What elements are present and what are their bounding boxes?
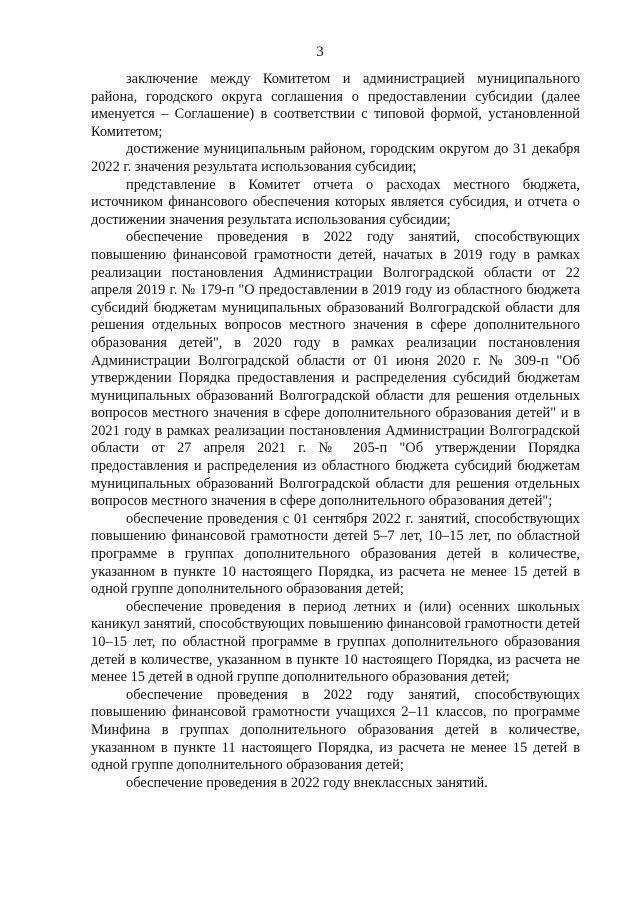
paragraph-september-classes: обеспечение проведения с 01 сентября 2022 г. занятий, способствующих повышению финансовой грамотности детей 5–7 лет, 10–15 лет, по областной программе в группах дополнительного образования детей в количестве, указанном в пункте 10 настоящего Порядка, из расчета не менее 15 детей в одной группе дополнительного образования детей;: [91, 510, 580, 598]
paragraph-minfin-classes: обеспечение проведения в 2022 году занятий, способствующих повышению финансовой грамотности учащихся 2–11 классов, по программе Минфина в группах дополнительного образования детей в количестве, указанном в пункте 11 настоящего Порядка, из расчета не менее 15 детей в одной группе дополнительного образования детей;: [91, 686, 580, 774]
paragraph-result-achievement: достижение муниципальным районом, городским округом до 31 декабря 2022 г. значения результата использования субсидии;: [91, 141, 580, 175]
paragraph-holiday-classes: обеспечение проведения в период летних и (или) осенних школьных каникул занятий, способствующих повышению финансовой грамотности детей 10–15 лет, по областной программе в группах дополнительного образования детей в количестве, указанном в пункте 10 настоящего Порядка, из расчета не менее 15 детей в одной группе дополнительного образования детей;: [91, 598, 580, 686]
page-number: 3: [316, 44, 324, 60]
paragraph-report-submission: представление в Комитет отчета о расходах местного бюджета, источником финансового обеспечения которых является субсидия, и отчета о достижении значения результата использования субсидии;: [91, 176, 580, 228]
paragraph-continued-classes: обеспечение проведения в 2022 году занятий, способствующих повышению финансовой грамотности детей, начатых в 2019 году в рамках реализации постановления Администрации Волгоградской области от 22 апреля 2019 г. № 179-п "О предоставлении в 2019 году из областного бюджета субсидий бюджетам муниципальных образований Волгоградской области для решения отдельных вопросов местного значения в сфере дополнительного образования детей", в 2020 году в рамках реализации постановления Администрации Волгоградской области от 01 июня 2020 г. № 309-п "Об утверждении Порядка предоставления и распределения субсидий бюджетам муниципальных образований Волгоградской области для решения отдельных вопросов местного значения в сфере дополнительного образования детей" и в 2021 году в рамках реализации постановления Администрации Волгоградской области от 27 апреля 2021 г. № 205-п "Об утверждении Порядка предоставления и распределения из областного бюджета субсидий бюджетам муниципальных образований Волгоградской области для решения отдельных вопросов местного значения в сфере дополнительного образования детей";: [91, 229, 580, 510]
paragraph-agreement: заключение между Комитетом и администрацией муниципального района, городского округа соглашения о предоставлении субсидии (далее именуется – Соглашение) в соответствии с типовой формой, установленной Комитетом;: [91, 71, 580, 140]
paragraph-extracurricular-classes: обеспечение проведения в 2022 году внеклассных занятий.: [126, 774, 488, 791]
body-text: [91, 71, 580, 792]
